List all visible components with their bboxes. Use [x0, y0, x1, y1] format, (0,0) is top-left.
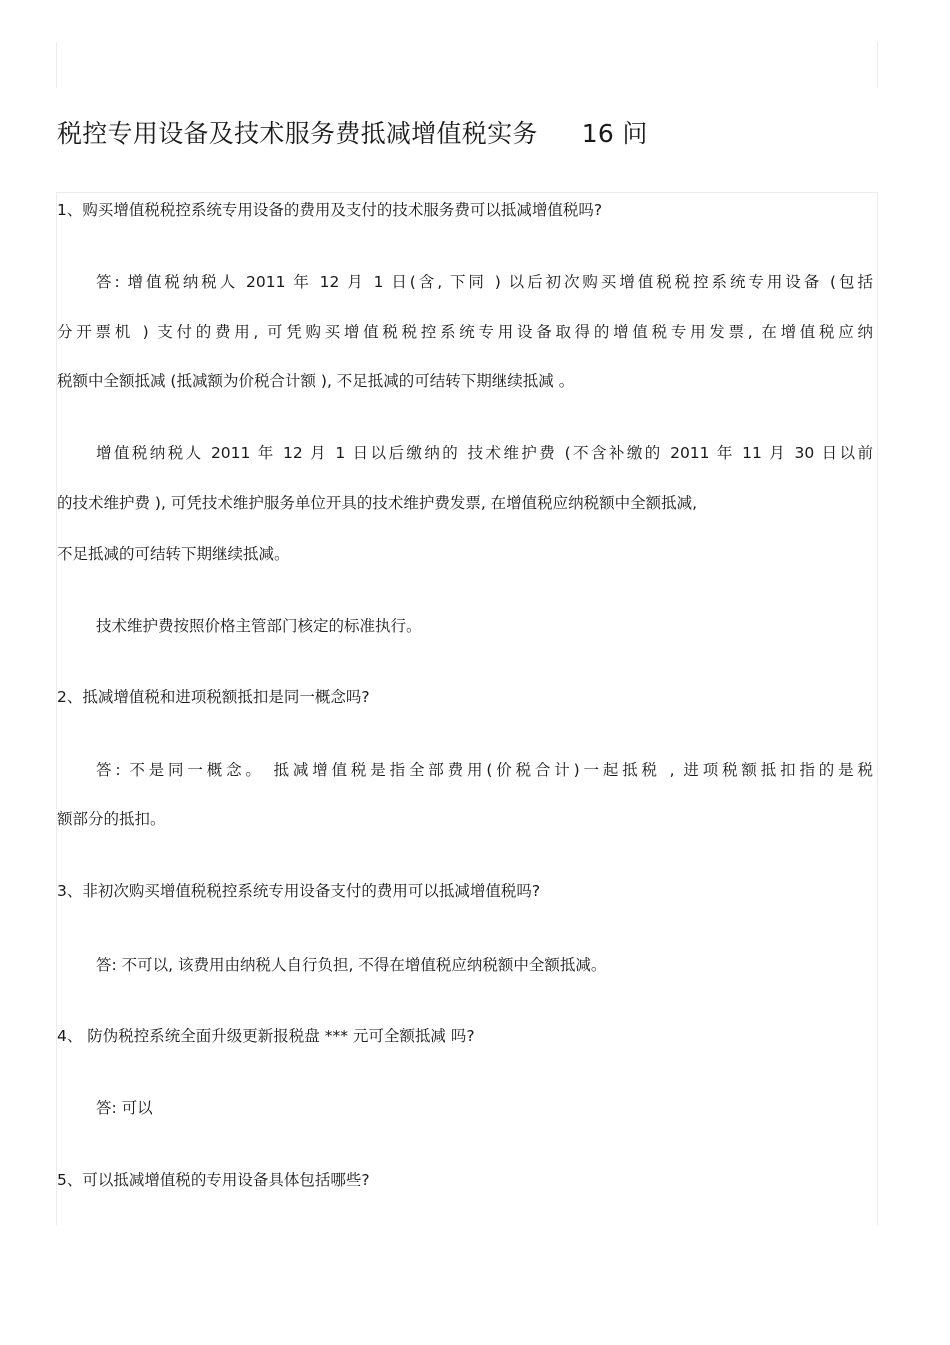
question-2: 2、抵减增值税和进项税额抵扣是同一概念吗? [57, 688, 370, 706]
document-title-main: 税控专用设备及技术服务费抵减增值税实务 [57, 119, 538, 148]
answer-1-line-2: 分开票机 ) 支付的费用, 可凭购买增值税税控系统专用设备取得的增值税专用发票, 在增值税应纳 [57, 323, 873, 341]
answer-1-line-1: 答: 增值税纳税人 2011 年 12 月 1 日(含, 下同 ) 以后初次购买增值税税控系统专用设备 (包括 [96, 273, 873, 291]
question-1: 1、购买增值税税控系统专用设备的费用及支付的技术服务费可以抵减增值税吗? [57, 201, 603, 219]
answer-1-line-6: 不足抵减的可结转下期继续抵减。 [57, 545, 290, 563]
page-frame-top [56, 42, 878, 88]
answer-2-line-1: 答: 不是同一概念。 抵减增值税是指全部费用(价税合计)一起抵税 , 进项税额抵扣指的是税 [96, 761, 873, 779]
document-title-suffix: 16 问 [581, 119, 648, 148]
answer-1-line-3: 税额中全额抵减 (抵减额为价税合计额 ), 不足抵减的可结转下期继续抵减 。 [57, 372, 575, 390]
answer-1-line-4: 增值税纳税人 2011 年 12 月 1 日以后缴纳的 技术维护费 (不含补缴的 2011 年 11 月 30 日以前 [96, 444, 873, 462]
question-4: 4、 防伪税控系统全面升级更新报税盘 *** 元可全额抵减 吗? [57, 1027, 475, 1045]
question-3: 3、非初次购买增值税税控系统专用设备支付的费用可以抵减增值税吗? [57, 882, 541, 900]
answer-1-line-5: 的技术维护费 ), 可凭技术维护服务单位开具的技术维护费发票, 在增值税应纳税额中全额抵减, [57, 494, 698, 512]
answer-4-line-1: 答: 可以 [96, 1099, 153, 1117]
answer-3-line-1: 答: 不可以, 该费用由纳税人自行负担, 不得在增值税应纳税额中全额抵减。 [96, 956, 607, 974]
question-5: 5、可以抵减增值税的专用设备具体包括哪些? [57, 1171, 370, 1189]
answer-2-line-2: 额部分的抵扣。 [57, 810, 166, 828]
document-title [57, 112, 648, 156]
answer-1-line-7: 技术维护费按照价格主管部门核定的标准执行。 [96, 617, 422, 635]
